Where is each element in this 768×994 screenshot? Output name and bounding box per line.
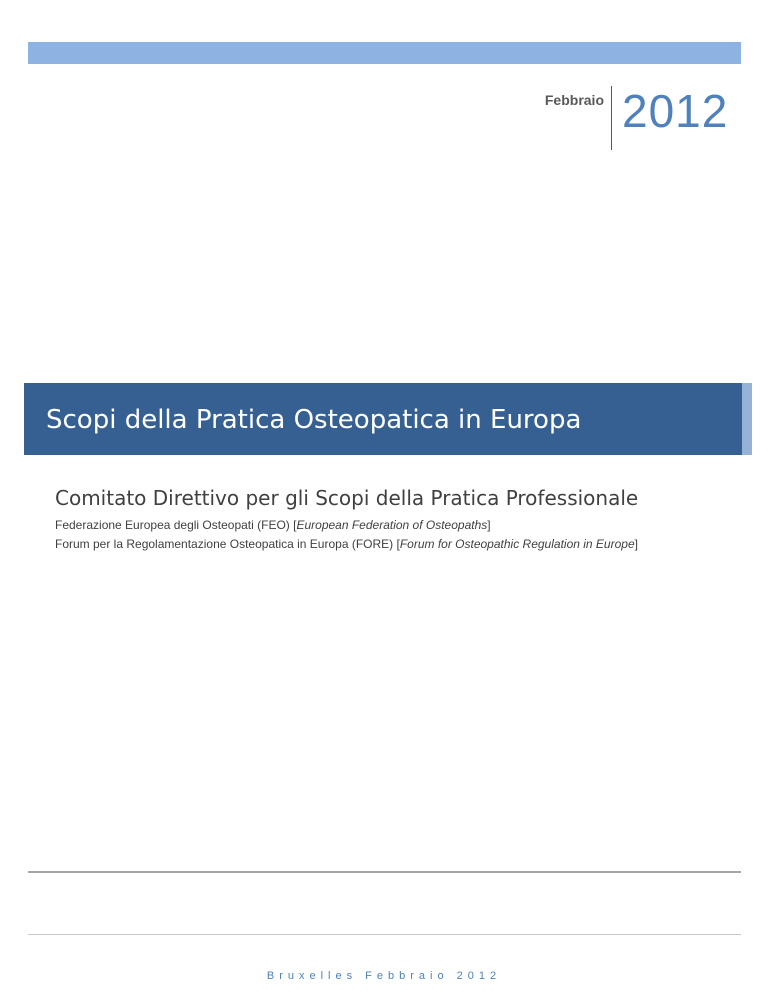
organizations-list [55, 516, 675, 554]
title-band [24, 383, 742, 455]
footer-rule-thin [28, 934, 741, 935]
footer-text: Bruxelles Febbraio 2012 [266, 970, 502, 982]
organization-line: Forum per la Regolamentazione Osteopatica in Europa (FORE) [Forum for Osteopathic Regulation in Europe] [55, 537, 638, 551]
organization-line: Federazione Europea degli Osteopati (FEO) [European Federation of Osteopaths] [55, 518, 491, 532]
date-month: Febbraio [544, 92, 604, 108]
footer-rule-thick [28, 871, 741, 873]
date-divider [611, 86, 612, 150]
document-subtitle: Comitato Direttivo per gli Scopi della Pratica Professionale [55, 486, 639, 510]
title-band-edge [742, 383, 752, 455]
date-block [0, 0, 768, 160]
date-year: 2012 [622, 85, 729, 137]
document-title: Scopi della Pratica Osteopatica in Europa [46, 405, 582, 435]
